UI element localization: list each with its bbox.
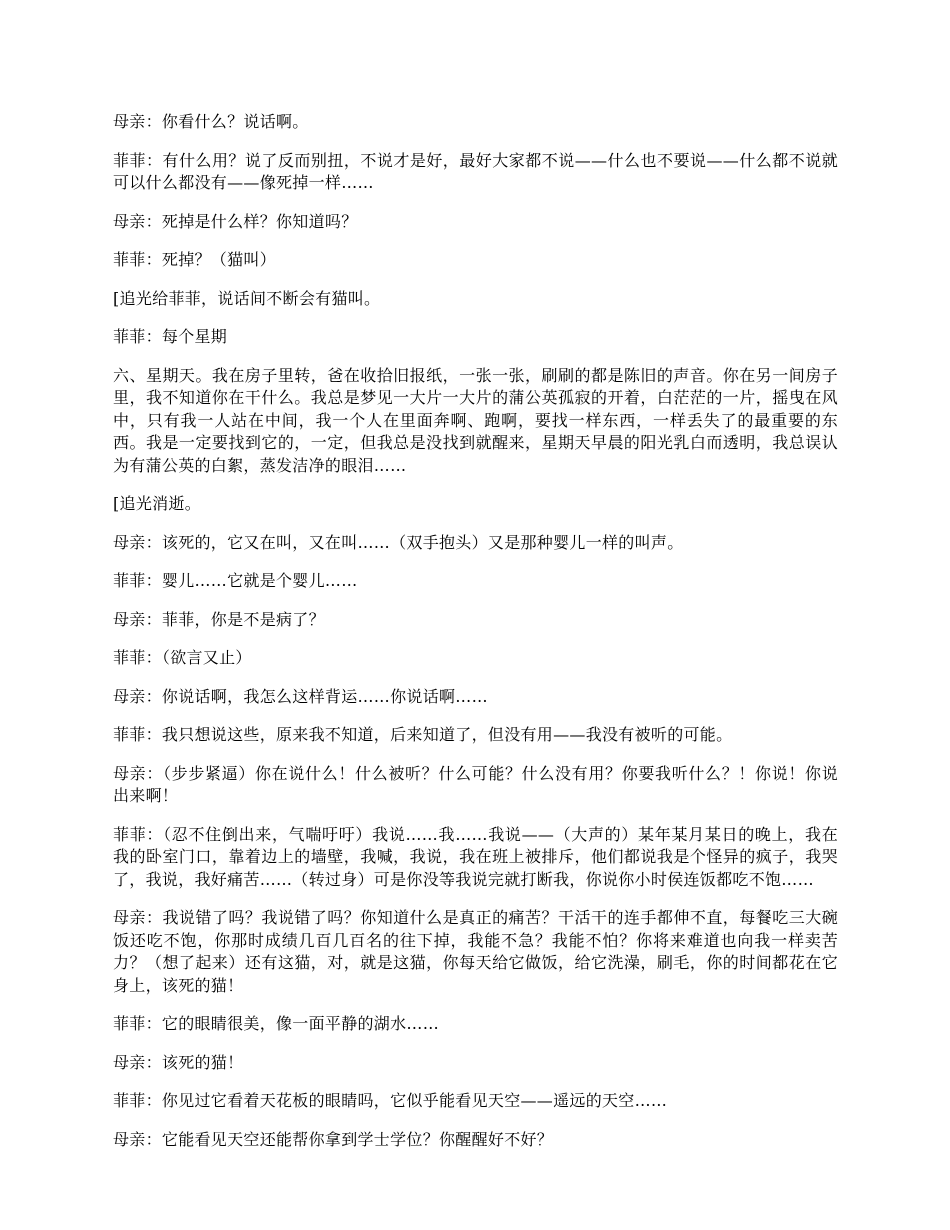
paragraph: 菲菲：（欲言又止）: [113, 648, 252, 667]
paragraph: 母亲：我说错了吗？我说错了吗？你知道什么是真正的痛苦？干活干的连手都伸不直，每餐吃三大碗饭还吃不饱，你那时成绩几百几百名的往下掉，我能不急？我能不怕？你将来难道也向我一样卖苦力？（想了起来）还有这猫，对，就是这猫，你每天给它做饭，给它洗澡，刷毛，你的时间都花在它身上，该死的猫！: [113, 908, 838, 995]
stage-direction: [追光消逝。: [113, 494, 202, 513]
paragraph: 菲菲：我只想说这些，原来我不知道，后来知道了，但没有用——我没有被听的可能。: [113, 725, 733, 744]
paragraph: 六、星期天。我在房子里转，爸在收拾旧报纸，一张一张，刷刷的都是陈旧的声音。你在另一间房子里，我不知道你在干什么。我总是梦见一大片一大片的蒲公英孤寂的开着，白茫茫的一片，摇曳在风中，只有我一人站在中间，我一个人在里面奔啊、跑啊，要找一样东西，一样丢失了的最重要的东西。我是一定要找到它的，一定，但我总是没找到就醒来，星期天早晨的阳光乳白而透明，我总误认为有蒲公英的白絮，蒸发洁净的眼泪……: [113, 365, 838, 475]
paragraph: 母亲：你说话啊，我怎么这样背运……你说话啊……: [113, 686, 488, 706]
paragraph: 菲菲：死掉？（猫叫）: [113, 250, 277, 269]
paragraph: 母亲：你看什么？说话啊。: [113, 112, 309, 131]
paragraph: 母亲：它能看见天空还能帮你拿到学士学位？你醒醒好不好？: [113, 1129, 554, 1149]
paragraph: 菲菲：每个星期: [113, 327, 228, 346]
paragraph: 菲菲：你见过它看着天花板的眼睛吗，它似乎能看见天空——遥远的天空……: [113, 1091, 668, 1110]
paragraph: 菲菲：婴儿……它就是个婴儿……: [113, 571, 358, 590]
paragraph: 菲菲：它的眼睛很美，像一面平静的湖水……: [113, 1014, 440, 1033]
paragraph: 母亲：该死的猫！: [113, 1052, 244, 1072]
paragraph: 母亲：该死的，它又在叫，又在叫……（双手抱头）又是那种婴儿一样的叫声。: [113, 532, 684, 552]
paragraph: 菲菲：（忍不住倒出来，气喘吁吁）我说……我……我说——（大声的）某年某月某日的晚上，我在我的卧室门口，靠着边上的墙壁，我喊，我说，我在班上被排斥，他们都说我是个怪异的疯子，我哭了，我说，我好痛苦……（转过身）可是你没等我说完就打断我，你说你小时侯连饭都吃不饱……: [113, 824, 838, 889]
paragraph: 菲菲：有什么用？说了反而别扭，不说才是好，最好大家都不说——什么也不要说——什么都不说就可以什么都没有——像死掉一样……: [113, 150, 838, 192]
stage-direction: [追光给菲菲，说话间不断会有猫叫。: [113, 288, 381, 308]
paragraph: 母亲：死掉是什么样？你知道吗？: [113, 211, 358, 231]
paragraph: 母亲：（步步紧逼）你在说什么！什么被听？什么可能？什么没有用？你要我听什么？！你说！你说出来啊！: [113, 763, 838, 805]
paragraph: 母亲：菲菲，你是不是病了？: [113, 609, 325, 629]
